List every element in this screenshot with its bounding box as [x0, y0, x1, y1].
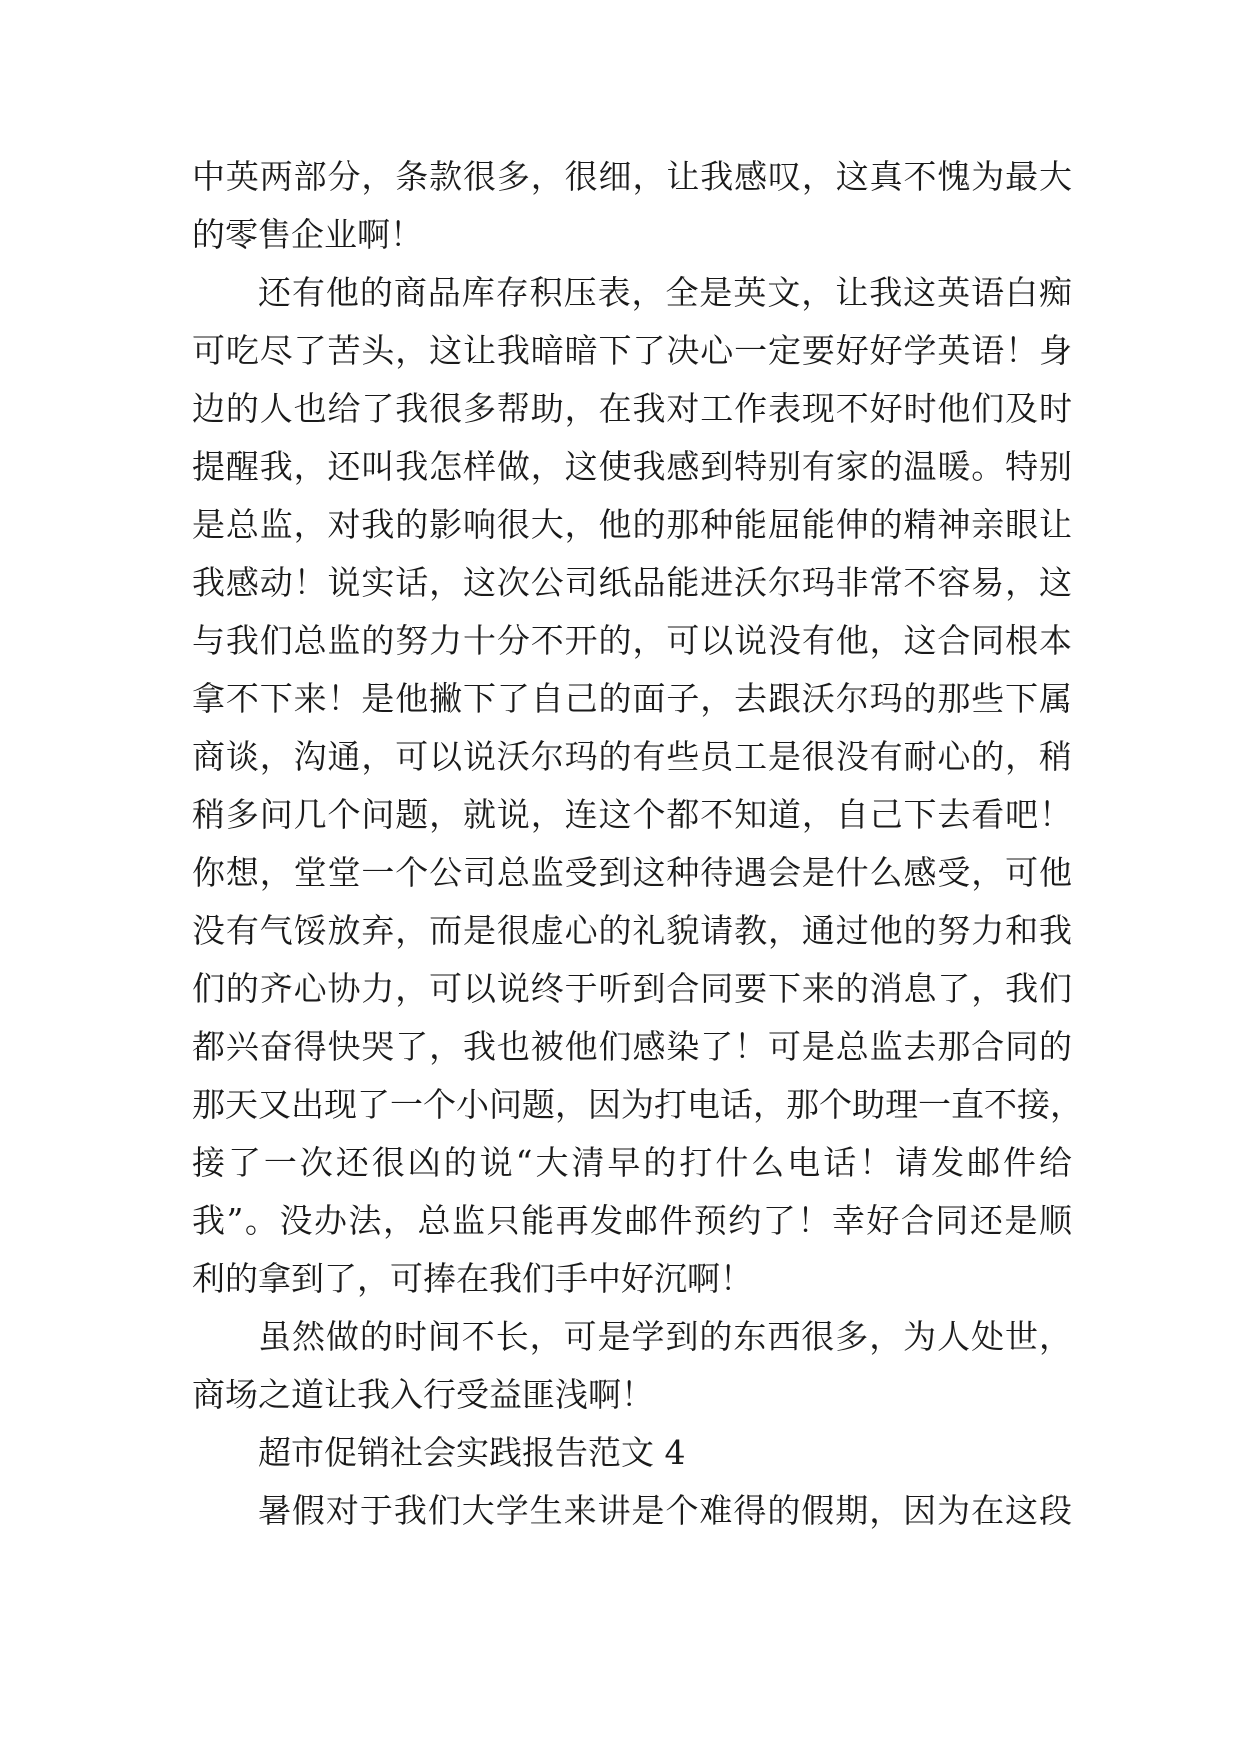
- section-heading: 超市促销社会实践报告范文 4: [258, 1433, 686, 1472]
- paragraph-line: 还有他的商品库存积压表，全是英文，让我这英语白痴: [258, 273, 1072, 312]
- paragraph-line: 拿不下来！是他撇下了自己的面子，去跟沃尔玛的那些下属: [192, 679, 1072, 718]
- paragraph-line: 商场之道让我入行受益匪浅啊！: [192, 1375, 654, 1414]
- paragraph-line: 虽然做的时间不长，可是学到的东西很多，为人处世，: [258, 1317, 1072, 1356]
- paragraph-line: 都兴奋得快哭了，我也被他们感染了！可是总监去那合同的: [192, 1027, 1072, 1066]
- paragraph-line: 是总监，对我的影响很大，他的那种能屈能伸的精神亲眼让: [192, 505, 1072, 544]
- paragraph-line: 没有气馁放弃，而是很虚心的礼貌请教，通过他的努力和我: [192, 911, 1072, 950]
- paragraph-line: 我感动！说实话，这次公司纸品能进沃尔玛非常不容易，这: [192, 563, 1072, 602]
- paragraph-line: 商谈，沟通，可以说沃尔玛的有些员工是很没有耐心的，稍: [192, 737, 1072, 776]
- paragraph-line: 你想，堂堂一个公司总监受到这种待遇会是什么感受，可他: [192, 853, 1072, 892]
- paragraph-line: 利的拿到了，可捧在我们手中好沉啊！: [192, 1259, 753, 1298]
- paragraph-line: 们的齐心协力，可以说终于听到合同要下来的消息了，我们: [192, 969, 1072, 1008]
- paragraph-line: 边的人也给了我很多帮助，在我对工作表现不好时他们及时: [192, 389, 1072, 428]
- paragraph-line: 提醒我，还叫我怎样做，这使我感到特别有家的温暖。特别: [192, 447, 1072, 486]
- paragraph-line: 中英两部分，条款很多，很细，让我感叹，这真不愧为最大: [192, 157, 1072, 196]
- paragraph-line: 与我们总监的努力十分不开的，可以说没有他，这合同根本: [192, 621, 1072, 660]
- paragraph-line: 接了一次还很凶的说“大清早的打什么电话！请发邮件给: [192, 1143, 1072, 1182]
- document-body: [192, 148, 1083, 1540]
- paragraph-line: 的零售企业啊！: [192, 215, 423, 254]
- paragraph-line: 暑假对于我们大学生来讲是个难得的假期，因为在这段: [258, 1491, 1072, 1530]
- paragraph-line: 我”。没办法，总监只能再发邮件预约了！幸好合同还是顺: [192, 1201, 1072, 1240]
- paragraph-line: 那天又出现了一个小问题，因为打电话，那个助理一直不接，: [192, 1085, 1083, 1124]
- paragraph-line: 可吃尽了苦头，这让我暗暗下了决心一定要好好学英语！身: [192, 331, 1072, 370]
- paragraph-line: 稍多问几个问题，就说，连这个都不知道，自己下去看吧！: [192, 795, 1072, 834]
